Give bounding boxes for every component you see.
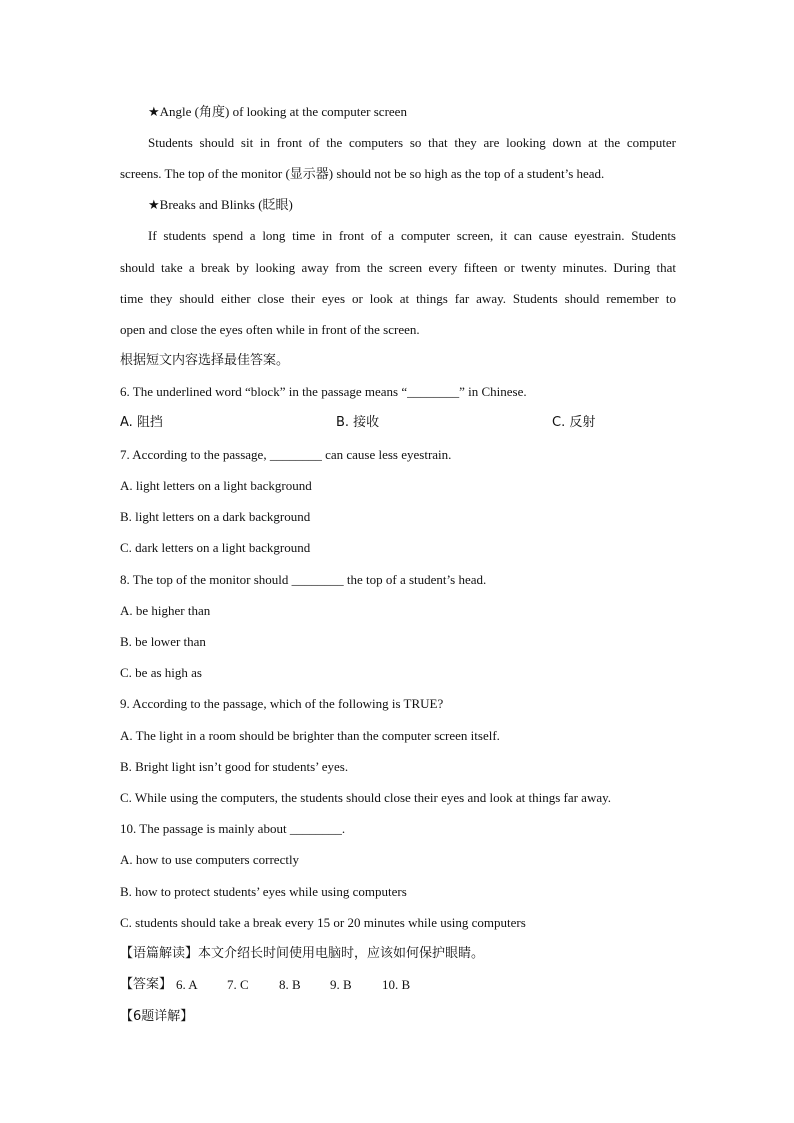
breaks-heading: ★Breaks and Blinks (眨眼) [148, 197, 293, 212]
angle-heading: ★Angle (角度) of looking at the computer screen [148, 104, 407, 119]
analysis-text: 【语篇解读】本文介绍长时间使用电脑时，应该如何保护眼睛。 [120, 946, 485, 961]
question-7-option-a: A. light letters on a light background [120, 478, 312, 493]
question-9-stem: 9. According to the passage, which of the following is TRUE? [120, 696, 444, 711]
question-8-option-b: B. be lower than [120, 634, 206, 649]
answer-9: 9. B [330, 977, 352, 992]
answers-row [120, 976, 680, 994]
question-6-option-c: C. 反射 [552, 415, 596, 430]
question-6-option-b: B. 接收 [336, 415, 380, 430]
answers-label: 【答案】 [120, 977, 173, 992]
answer-8: 8. B [279, 977, 301, 992]
instruction-text: 根据短文内容选择最佳答案。 [120, 353, 290, 368]
question-10-option-c: C. students should take a break every 15 or 20 minutes while using computers [120, 915, 526, 930]
breaks-paragraph-line-4: open and close the eyes often while in front of the screen. [120, 322, 420, 337]
question-10-option-a: A. how to use computers correctly [120, 852, 300, 867]
detail-heading: 【6题详解】 [120, 1009, 194, 1024]
angle-paragraph-line-1: Students should sit in front of the computers so that they are looking down at the computer [148, 135, 676, 150]
question-7-stem: 7. According to the passage, ________ can cause less eyestrain. [120, 447, 452, 462]
breaks-paragraph-line-2: should take a break by looking away from the screen every fifteen or twenty minutes. During that [120, 260, 676, 275]
answer-7: 7. C [227, 977, 249, 992]
answer-10: 10. B [382, 977, 411, 992]
question-7-option-b: B. light letters on a dark background [120, 509, 311, 524]
question-6-options [120, 414, 680, 432]
angle-paragraph-line-2: screens. The top of the monitor (显示器) should not be so high as the top of a student’s head. [120, 166, 605, 181]
answer-6: 6. A [176, 977, 198, 992]
question-8-option-a: A. be higher than [120, 603, 211, 618]
question-9-option-b: B. Bright light isn’t good for students’ eyes. [120, 759, 349, 774]
question-10-stem: 10. The passage is mainly about ________. [120, 821, 346, 836]
question-8-stem: 8. The top of the monitor should ________ the top of a student’s head. [120, 572, 487, 587]
question-10-option-b: B. how to protect students’ eyes while using computers [120, 884, 407, 899]
question-6-option-a: A. 阻挡 [120, 415, 163, 430]
question-9-option-a: A. The light in a room should be brighter than the computer screen itself. [120, 728, 500, 743]
question-6-stem: 6. The underlined word “block” in the passage means “________” in Chinese. [120, 384, 527, 399]
question-8-option-c: C. be as high as [120, 665, 202, 680]
question-9-option-c: C. While using the computers, the students should close their eyes and look at things far away. [120, 790, 612, 805]
breaks-paragraph-line-3: time they should either close their eyes or look at things far away. Students should remember to [120, 291, 676, 306]
breaks-paragraph-line-1: If students spend a long time in front of a computer screen, it can cause eyestrain. Students [148, 228, 676, 243]
question-7-option-c: C. dark letters on a light background [120, 540, 311, 555]
